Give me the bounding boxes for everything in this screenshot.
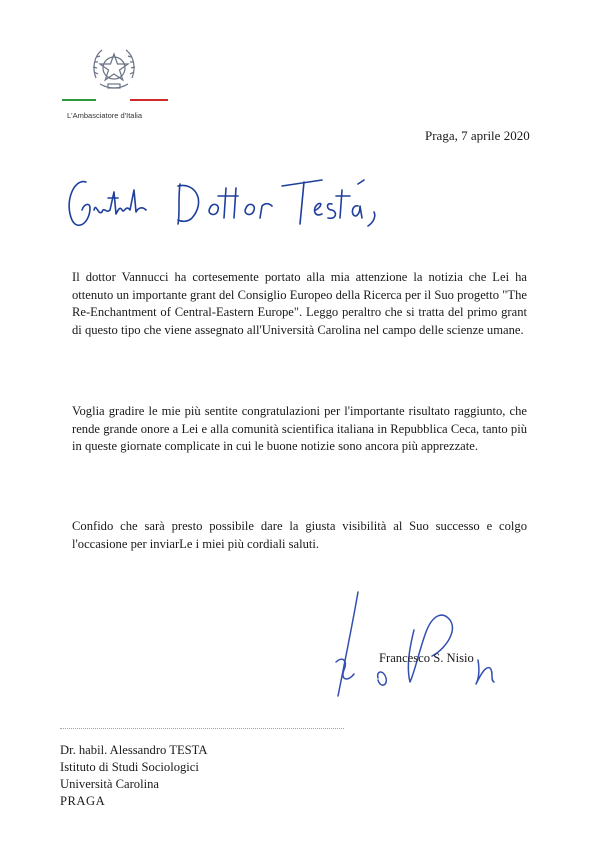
letter-date: Praga, 7 aprile 2020 [425,128,530,143]
signatory-name: Francesco S. Nisio [379,651,474,665]
letterhead-sender-title: L'Ambasciatore d'Italia [67,111,142,120]
flag-stripe-red [130,99,168,101]
recipient-name: Dr. habil. Alessandro TESTA [60,743,208,757]
handwritten-salutation [60,162,380,242]
paragraph-1: Il dottor Vannucci ha cortesemente portato alla mia attenzione la notizia che Lei ha ottenuto un importante grant del Consiglio Europeo della Ricerca per il Suo progetto "The Re-Enchantment of Central-Eastern Europe". Leggo peraltro che si tratta del primo grant di questo tipo che viene assegnato all'Università Carolina nel campo delle scienze umane. [72,270,527,337]
italian-emblem-icon [86,40,142,96]
paragraph-3: Confido che sarà presto possibile dare la giusta visibilità al Suo successo e colgo l'occasione per inviarLe i miei più cordiali saluti. [72,519,527,551]
flag-stripe-green [62,99,96,101]
handwritten-signature [318,586,518,706]
recipient-university: Università Carolina [60,777,159,791]
recipient-institute: Istituto di Studi Sociologici [60,760,199,774]
flag-stripe-white [96,99,130,101]
recipient-city: PRAGA [60,794,106,808]
address-divider [60,728,344,729]
paragraph-2: Voglia gradire le mie più sentite congratulazioni per l'importante risultato raggiunto, che rende grande onore a Lei e alla comunità scientifica italiana in Repubblica Ceca, tanto più in queste giornate complicate in cui le buone notizie sono ancora più apprezzate. [72,404,527,454]
